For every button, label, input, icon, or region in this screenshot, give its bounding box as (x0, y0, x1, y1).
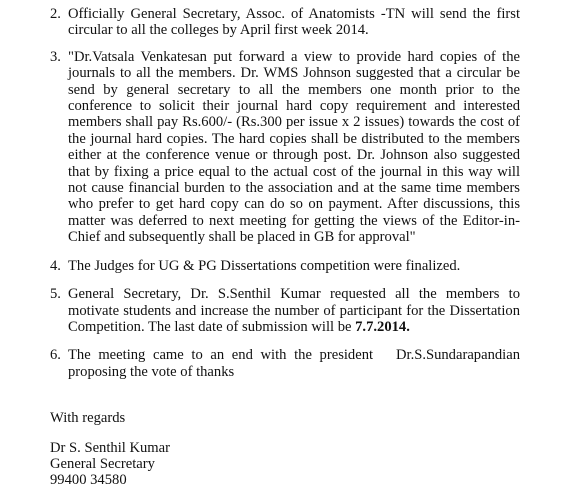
closing-regards: With regards (50, 410, 126, 426)
list-item (0, 286, 566, 335)
signatory-title: General Secretary (50, 456, 155, 473)
item-text: "Dr.Vatsala Venkatesan put forward a view to provide hard copies of the journals to all the members. Dr. WMS Johnson suggested that a circular be send by general secretary to all the members one month prior to the conference to solicit their journal hard copy requirement and interested members shall pay Rs.600/- (Rs.300 per issue x 2 issues) towards the cost of the journal hard copies. The hard copies shall be distributed to the members either at the conference venue or through post. Dr. Johnson also suggested that by fixing a price equal to the actual cost of the journal in this way will not cause financial burden to the association and at the same time members who prefer to get hard copy can do so on payment. After discussions, this matter was deferred to next meeting for getting the views of the Editor-in-Chief and subsequently shall be placed in GB for approval" (68, 48, 520, 246)
item-number: 3. (50, 48, 61, 65)
item-text-container (68, 286, 520, 335)
list-item (0, 6, 566, 39)
list-item (0, 347, 566, 380)
item-text: General Secretary, Dr. S.Senthil Kumar requested all the members to motivate students and increase the number of participant for the Dissertation Competition. The last date of submission will be (68, 286, 520, 335)
signatory-name: Dr S. Senthil Kumar (50, 440, 170, 456)
submission-date: 7.7.2014. (355, 318, 410, 335)
item-number: 6. (50, 347, 61, 364)
item-text: The Judges for UG & PG Dissertations competition were finalized. (68, 257, 461, 274)
item-number: 4. (50, 257, 61, 274)
item-number: 5. (50, 286, 61, 303)
list-item (0, 49, 566, 246)
item-text: Officially General Secretary, Assoc. of Anatomists -TN will send the first circular to all the colleges by April first week 2014. (68, 6, 520, 39)
minutes-list (0, 6, 566, 380)
signatory-phone: 99400 34580 (50, 472, 127, 489)
item-text: The meeting came to an end with the president Dr.S.Sundarapandian proposing the vote of thanks (68, 347, 524, 380)
item-number: 2. (50, 6, 61, 22)
signature-block (50, 440, 170, 489)
list-item (0, 258, 566, 274)
